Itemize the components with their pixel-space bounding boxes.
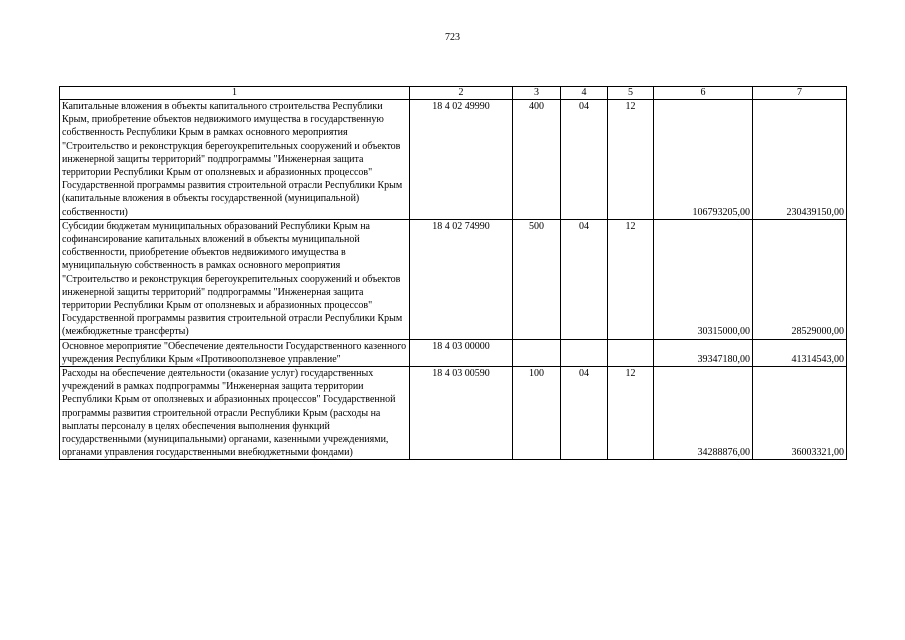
column-header-3: 3 — [513, 87, 561, 100]
row-target-code: 18 4 03 00000 — [410, 339, 513, 366]
table-row — [60, 339, 847, 366]
row-target-code: 18 4 03 00590 — [410, 367, 513, 460]
row-amount-col7: 230439150,00 — [753, 100, 847, 220]
row-subsection: 12 — [608, 367, 654, 460]
row-section — [561, 339, 608, 366]
row-section: 04 — [561, 219, 608, 339]
row-expense-type: 400 — [513, 100, 561, 220]
row-description: Основное мероприятие "Обеспечение деятельности Государственного казенного учреждения Республики Крым «Противооползневое управление" — [60, 339, 410, 366]
row-description: Капитальные вложения в объекты капитального строительства Республики Крым, приобретение объектов недвижимого имущества в государственную собственность Республики Крым в рамках основного мероприятия "Строительство и реконструкция берегоукрепительных сооружений и объектов инженерной защиты территорий" подпрограммы "Инженерная защита территории Республики Крым от оползневых и абразионных процессов" Государственной программы развития строительной отрасли Республики Крым (капитальные вложения в объекты государственной (муниципальной) собственности) — [60, 100, 410, 220]
table-row — [60, 100, 847, 220]
row-amount-col6: 34288876,00 — [654, 367, 753, 460]
row-subsection: 12 — [608, 100, 654, 220]
row-description: Субсидии бюджетам муниципальных образований Республики Крым на софинансирование капитальных вложений в объекты муниципальной собственности, приобретение объектов недвижимого имущества в муниципальную собственность в рамках основного мероприятия "Строительство и реконструкция берегоукрепительных сооружений и объектов инженерной защиты территорий" подпрограммы "Инженерная защита территории Республики Крым от оползневых и абразионных процессов" Государственной программы развития строительной отрасли Республики Крым (межбюджетные трансферты) — [60, 219, 410, 339]
column-header-4: 4 — [561, 87, 608, 100]
budget-table — [59, 86, 847, 460]
row-target-code: 18 4 02 49990 — [410, 100, 513, 220]
table-row — [60, 219, 847, 339]
row-subsection — [608, 339, 654, 366]
row-amount-col7: 41314543,00 — [753, 339, 847, 366]
row-amount-col6: 39347180,00 — [654, 339, 753, 366]
row-amount-col6: 30315000,00 — [654, 219, 753, 339]
row-expense-type — [513, 339, 561, 366]
page-number: 723 — [445, 32, 460, 43]
row-description: Расходы на обеспечение деятельности (оказание услуг) государственных учреждений в рамках подпрограммы "Инженерная защита территории Республики Крым от оползневых и абразионных процессов" Государственной программы развития строительной отрасли Республики Крым (расходы на выплаты персоналу в целях обеспечения выполнения функций государственными (муниципальными) органами, казенными учреждениями, органами управления государственными внебюджетными фондами) — [60, 367, 410, 460]
row-amount-col6: 106793205,00 — [654, 100, 753, 220]
column-header-2: 2 — [410, 87, 513, 100]
table-row — [60, 367, 847, 460]
row-amount-col7: 36003321,00 — [753, 367, 847, 460]
column-header-1: 1 — [60, 87, 410, 100]
column-header-6: 6 — [654, 87, 753, 100]
row-section: 04 — [561, 367, 608, 460]
row-target-code: 18 4 02 74990 — [410, 219, 513, 339]
row-amount-col7: 28529000,00 — [753, 219, 847, 339]
column-header-7: 7 — [753, 87, 847, 100]
row-subsection: 12 — [608, 219, 654, 339]
row-expense-type: 500 — [513, 219, 561, 339]
row-section: 04 — [561, 100, 608, 220]
table-header-row — [60, 87, 847, 100]
column-header-5: 5 — [608, 87, 654, 100]
row-expense-type: 100 — [513, 367, 561, 460]
